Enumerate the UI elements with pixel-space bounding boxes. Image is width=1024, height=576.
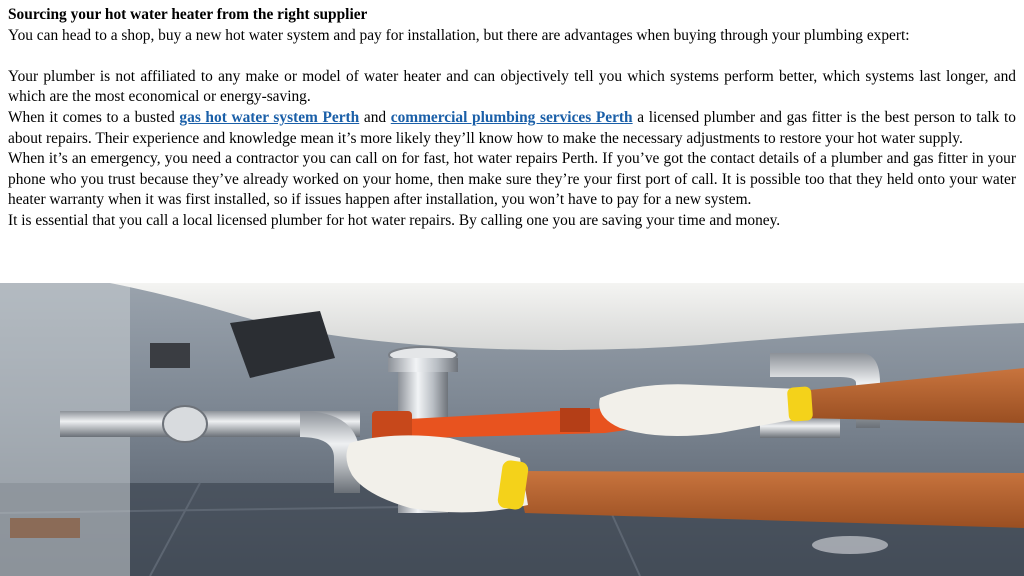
repairs-text-end: a licensed plumber and gas fitter is the best person to talk to about repairs. Their experience and knowledge mean it’s more likely they’ll know how to make the necessary adjustments to restore your hot water supply. (8, 108, 1016, 147)
floor-drain (812, 536, 888, 554)
article-body (8, 5, 1016, 232)
repairs-text-start: When it comes to a busted (8, 108, 180, 126)
paragraph-affiliation: Your plumber is not affiliated to any make or model of water heater and can objectively tell you which systems perform better, which systems last longer, and which are the most economical or energy-saving. (8, 67, 1016, 106)
commercial-plumbing-link[interactable]: commercial plumbing services Perth (390, 108, 633, 126)
paragraph-emergency: When it’s an emergency, you need a contractor you can call on for fast, hot water repairs Perth. If you’ve got the contact details of a plumber and gas fitter in your phone who you trust because they’ve already worked on your home, then make sure they’re your first port of call. It is possible too that they held onto your water heater warranty when it was first installed, so if issues happen after installation, you won’t have to pay for a new system. (8, 150, 1016, 209)
right-glove-cuff (787, 386, 813, 422)
paragraph-conclusion: It is essential that you call a local licensed plumber for hot water repairs. By calling one you are saving your time and money. (8, 211, 781, 229)
gas-hot-water-link[interactable]: gas hot water system Perth (179, 108, 360, 126)
intro-paragraph: You can head to a shop, buy a new hot water system and pay for installation, but there are advantages when buying through your plumbing expert: (8, 26, 910, 44)
repairs-text-and: and (359, 108, 391, 126)
paragraph-spacer (8, 46, 1016, 67)
article-heading: Sourcing your hot water heater from the right supplier (8, 6, 368, 23)
paragraph-repairs (8, 108, 1016, 149)
plumber-repair-photo (0, 283, 1024, 576)
